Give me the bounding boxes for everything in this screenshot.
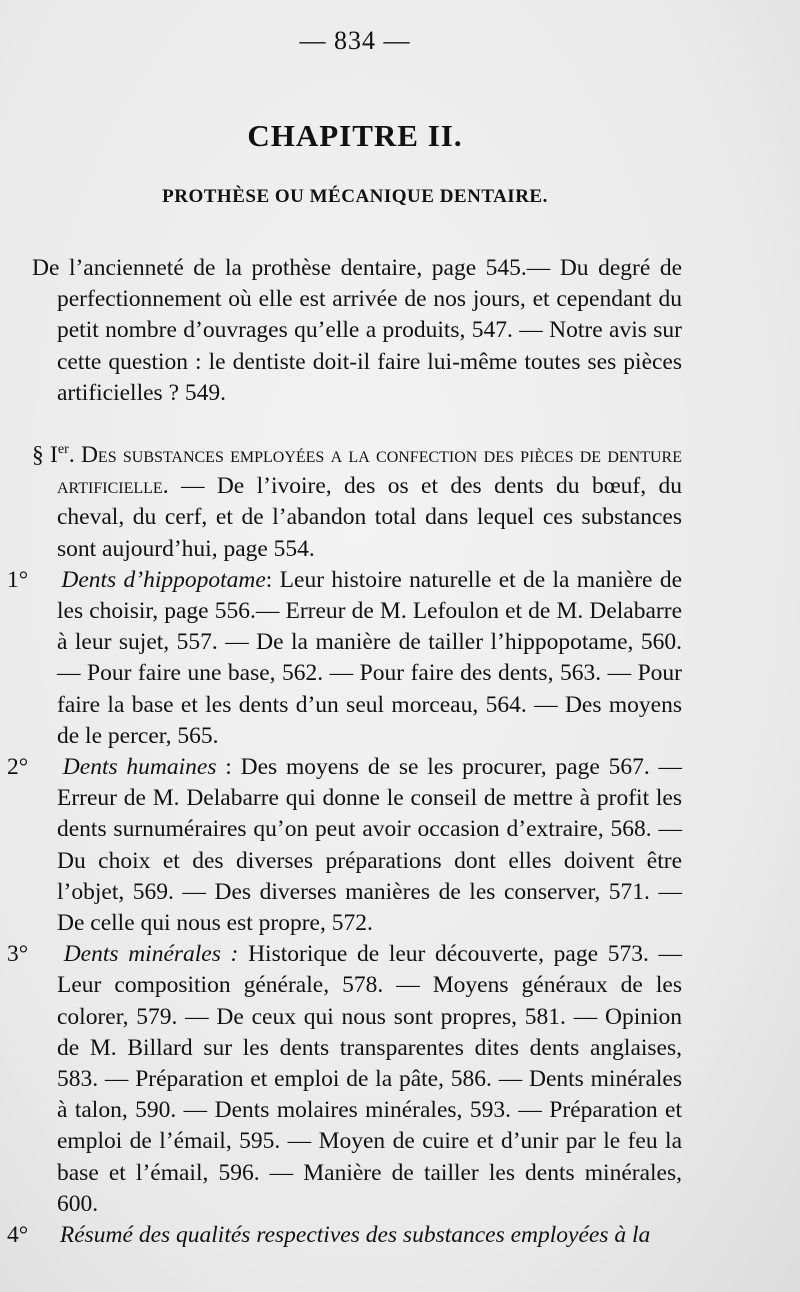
list-item	[7, 752, 682, 939]
list-item	[7, 1220, 682, 1251]
section-1	[7, 440, 682, 1251]
item-text: : Leur histoire naturelle et de la manière de les choisir, page 556.— Erreur de M. Lefoulon et de M. Delabarre à leur sujet, 557. — De la manière de tailler l’hippopotame, 560. — Pour faire une base, 562. — Pour faire des dents, 563. — Pour faire la base et les dents d’un seul morceau, 564. — Des moyens de le percer, 565.	[57, 566, 682, 749]
chapter-title: CHAPITRE II.	[247, 118, 463, 153]
item-text: Historique de leur découverte, page 573. — Leur composition générale, 578. — Moyens généraux de les colorer, 579. — De ceux qui nous sont propres, 581. — Opinion de M. Billard sur les dents transparentes dites dents anglaises, 583. — Préparation et emploi de la pâte, 586. — Dents minérales à talon, 590. — Dents molaires minérales, 593. — Préparation et emploi de l’émail, 595. — Moyen de cuire et d’unir par le feu la base et l’émail, 596. — Manière de tailler les dents minérales, 600.	[57, 941, 682, 1217]
list-item	[7, 565, 682, 752]
item-text: : Des moyens de se les procurer, page 567. — Erreur de M. Delabarre qui donne le conseil de mettre à profit les dents surnuméraires qu’on peut avoir occasion d’extraire, 568. — Du choix et des diverses préparations dont elles doivent être l’objet, 569. — Des diverses manières de les conserver, 571. — De celle qui nous est propre, 572.	[57, 754, 682, 937]
item-title: Dents minérales :	[63, 941, 239, 968]
item-number: 3°	[7, 941, 29, 968]
intro-text: De l’ancienneté de la prothèse dentaire, page 545.— Du degré de perfectionnement où elle est arrivée de nos jours, et cependant du petit nombre d’ouvrages qu’elle a produits, 547. — Notre avis sur cette question : le dentiste doit-il faire lui-même toutes ses pièces artificielles ? 549.	[32, 255, 682, 406]
item-number: 2°	[7, 754, 29, 781]
section-1-paragraph	[32, 440, 682, 565]
item-title: Dents d’hippopotame	[61, 566, 266, 593]
intro-paragraph	[32, 253, 682, 409]
section-text: — De l’ivoire, des os et des dents du bœuf, du cheval, du cerf, et de l’abandon total dans lequel ces substances sont aujourd’hui, page 554.	[57, 473, 682, 562]
page-number: — 834 —	[299, 26, 411, 55]
section-heading: . Des substances employées a la confection des pièces de denture artificielle.	[57, 442, 682, 500]
section-marker-sup: er	[57, 441, 69, 458]
list-item	[7, 939, 682, 1220]
item-title: Résumé des qualités respectives des substances employées à la	[59, 1222, 651, 1249]
item-number: 1°	[7, 566, 29, 593]
item-title: Dents humaines	[62, 754, 217, 781]
section-marker: § I	[32, 442, 58, 468]
chapter-subtitle: PROTHÈSE OU MÉCANIQUE DENTAIRE.	[162, 186, 548, 207]
item-number: 4°	[7, 1222, 29, 1249]
